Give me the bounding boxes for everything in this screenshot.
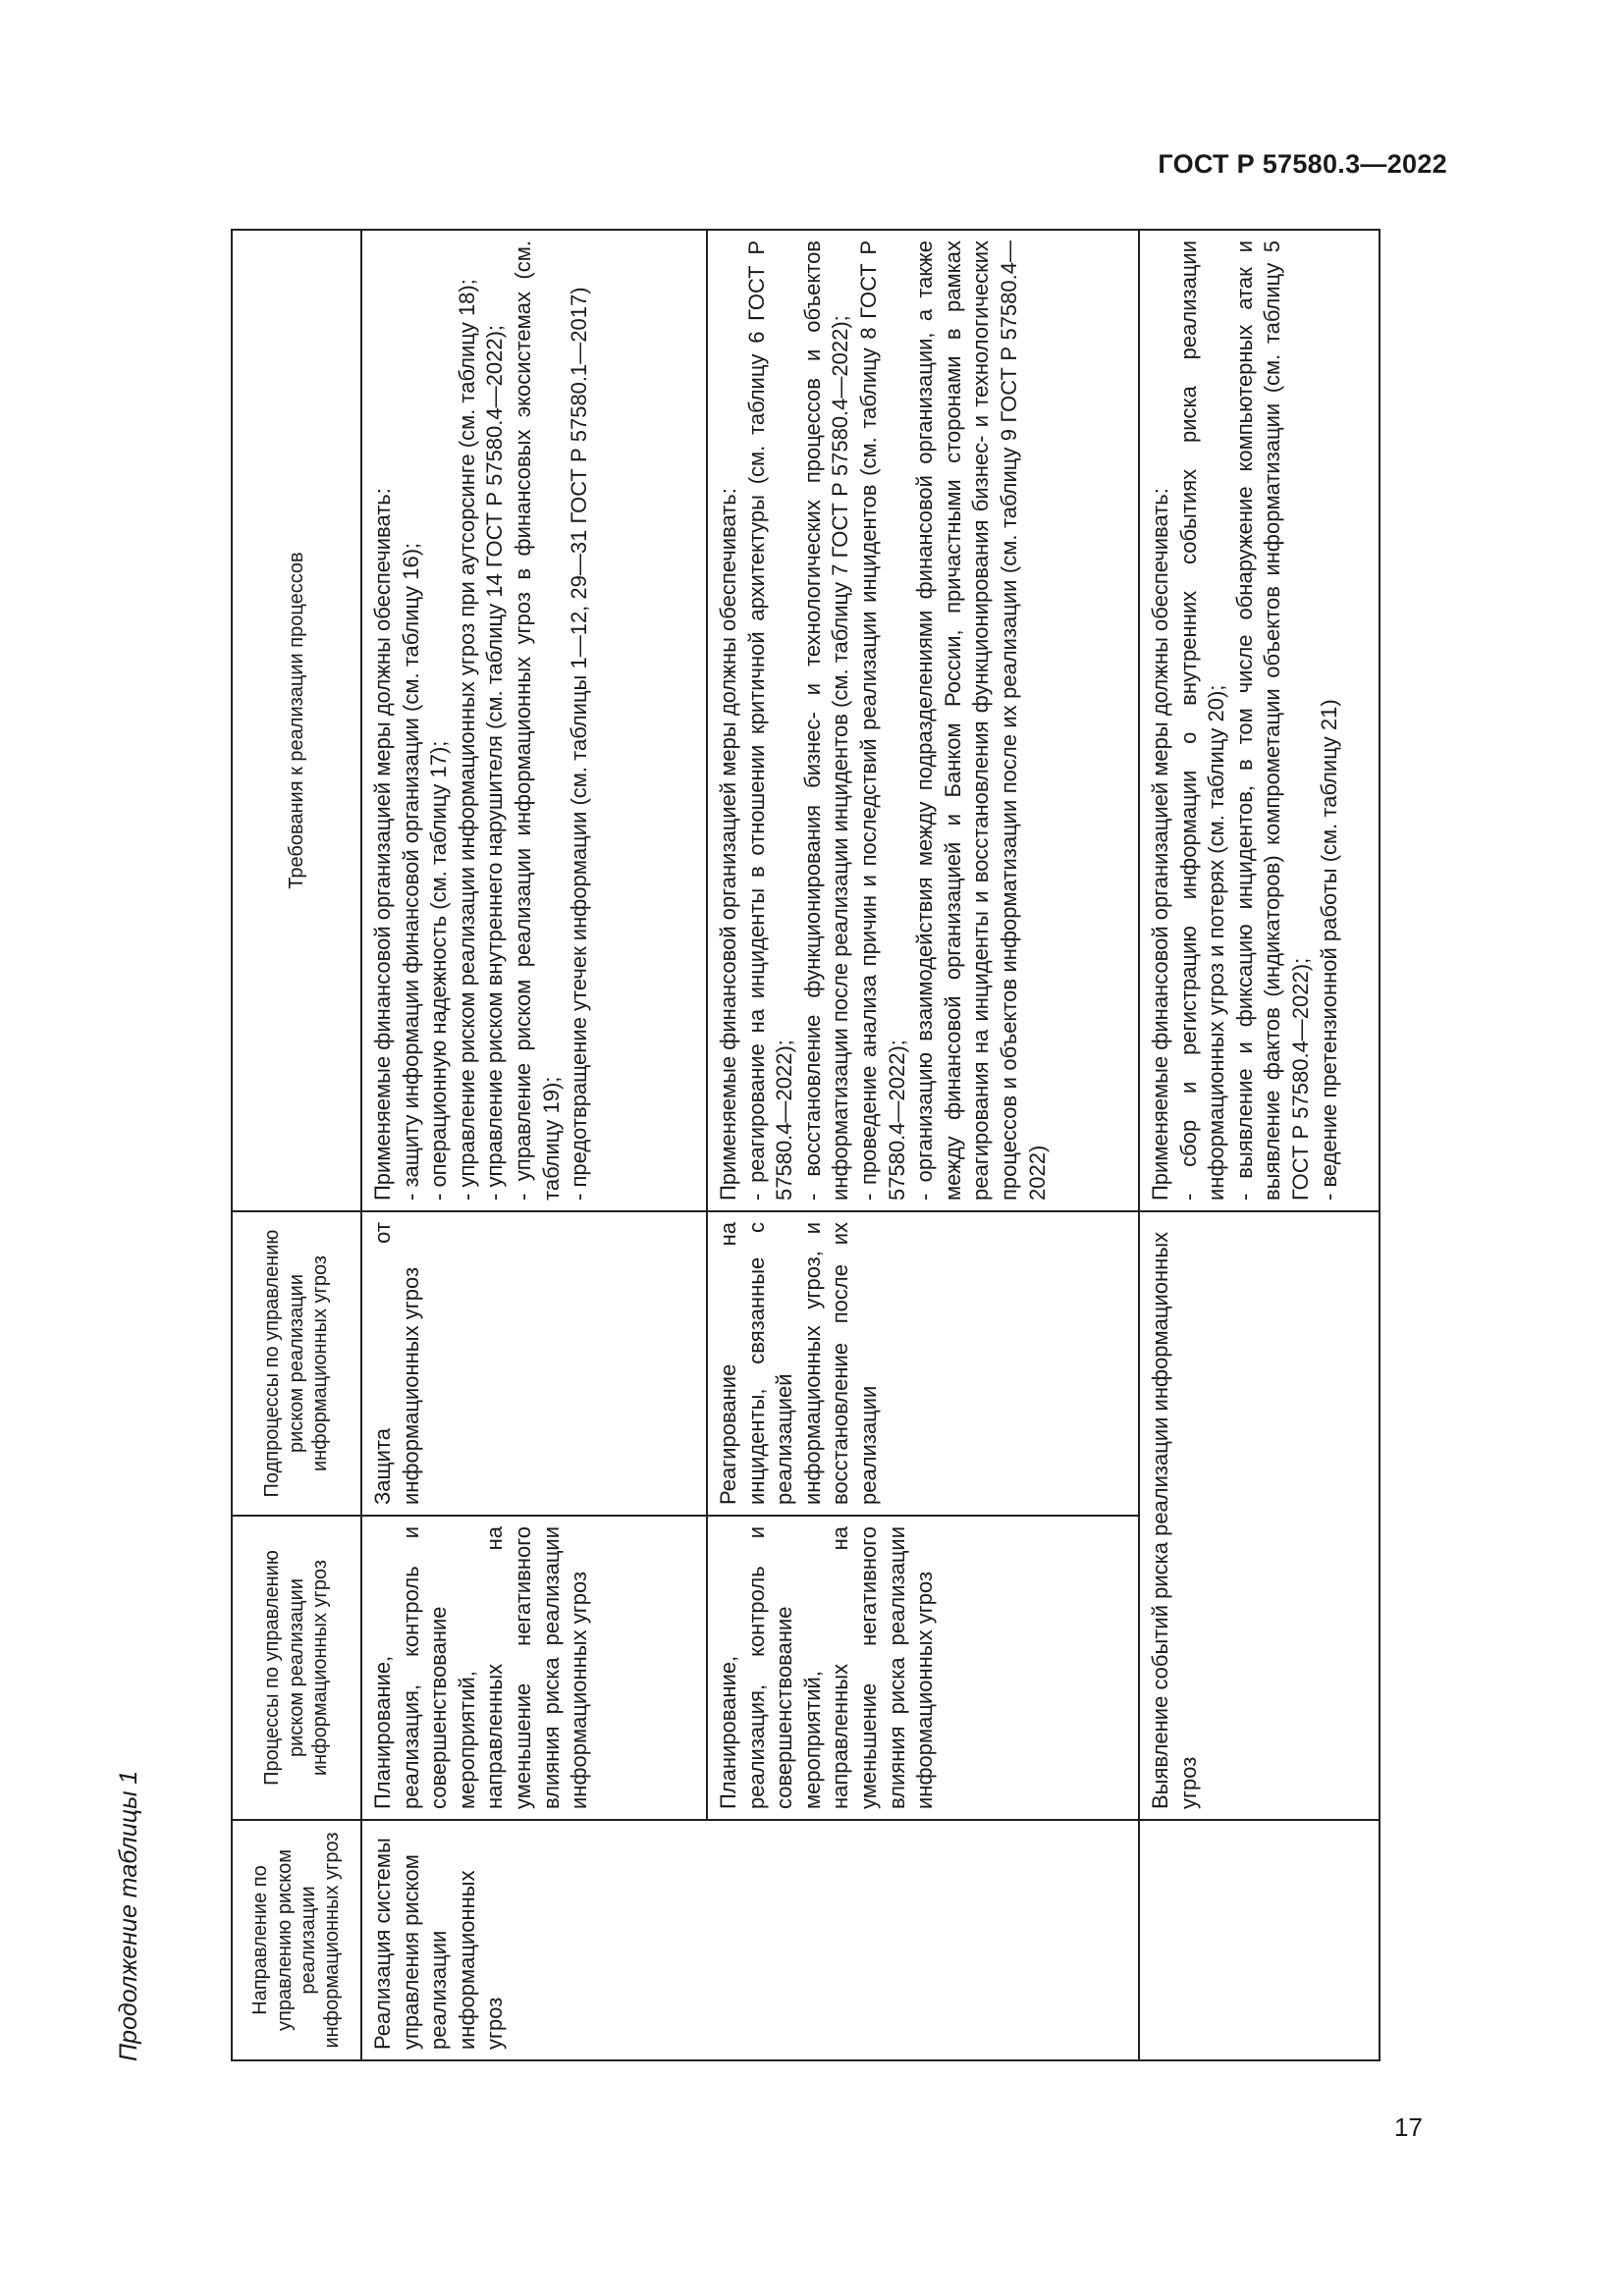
requirement-line: - операционную надежность (см. таблицу 17); [426,740,452,1201]
requirements-cell [361,230,707,1211]
column-header-subprocess: Подпроцессы по управлению риском реализации информационных угроз [232,1211,361,1516]
requirement-line: - предотвращение утечек информации (см. таблицы 1—12, 29—31 ГОСТ Р 57580.1—2017) [567,287,592,1201]
process-cell: Планирование, реализация, контроль и совершенствование мероприятий, направленных на уменьшение негативного влияния риска реализации информационных угроз [361,1516,707,1820]
requirement-line: - реагирование на инциденты в отношении критичной архитектуры (см. таблицу 6 ГОСТ Р 57580.4—2022); [743,240,797,1201]
subprocess-cell: Защита от информационных угроз [361,1211,707,1516]
requirement-line: - управление риском внутреннего нарушителя (см. таблицу 14 ГОСТ Р 57580.4—2022); [482,324,508,1201]
table-row [707,230,1139,2060]
requirement-line: - сбор и регистрацию информации о внутренних событиях риска реализации информационных угроз и потерях (см. таблицу 20); [1175,240,1229,1201]
requirement-line: Применяемые финансовой организацией меры должны обеспечивать: [716,488,740,1201]
table-row [361,230,707,2060]
requirements-table [231,229,1380,2061]
process-cell-merged: Выявление событий риска реализации информационных угроз [1139,1211,1380,1820]
requirement-line: - выявление и фиксацию инцидентов, в том числе обнаружение компьютерных атак и выявление фактов (индикаторов) компрометации объектов информатизации (см. таблицу 5 ГОСТ Р 57580.4—2022); [1231,240,1313,1201]
requirement-line: - защиту информации финансовой организации (см. таблицу 16); [398,542,423,1201]
column-header-requirements: Требования к реализации процессов [232,230,361,1211]
direction-cell: Реализация системы управления риском реализации информационных угроз [361,1820,1139,2060]
table-header-row [232,230,361,2060]
requirements-cell [1139,230,1380,1211]
process-cell: Планирование, реализация, контроль и совершенствование мероприятий, направленных на уменьшение негативного влияния риска реализации информационных угроз [707,1516,1139,1820]
requirement-line: Применяемые финансовой организацией меры должны обеспечивать: [370,488,395,1201]
requirement-line: - организацию взаимодействия между подразделениями финансовой организации, а также между финансовой организацией и Банком России, причастными сторонами в рамках реагирования на инциденты и восстановления функционирования бизнес- и технологических процессов и объектов информатизации после их реализации (см. таблицу 9 ГОСТ Р 57580.4—2022) [912,240,1050,1201]
rotated-table-page [115,231,1341,2061]
table-row [1139,230,1380,2060]
requirement-line: - проведение анализа причин и последствий реализации инцидентов (см. таблицу 8 ГОСТ Р 57580.4—2022); [855,240,909,1201]
requirement-line: - ведение претензионной работы (см. таблицу 21) [1316,699,1341,1201]
subprocess-cell: Реагирование на инциденты, связанные с реализацией информационных угроз, и восстановление после их реализации [707,1211,1139,1516]
requirements-cell [707,230,1139,1211]
requirement-line: Применяемые финансовой организацией меры должны обеспечивать: [1148,488,1172,1201]
column-header-direction: Направление по управлению риском реализации информационных угроз [232,1820,361,2060]
direction-cell-empty [1139,1820,1380,2060]
page-number: 17 [1394,2112,1423,2142]
standard-code: ГОСТ Р 57580.3—2022 [1158,149,1447,179]
requirement-line: - управление риском реализации информационных угроз в финансовых экосистемах (см. таблицу 19); [510,240,564,1201]
table-continuation-label: Продолжение таблицы 1 [115,1770,142,2061]
column-header-process: Процессы по управлению риском реализации информационных угроз [232,1516,361,1820]
requirement-line: - управление риском реализации информационных угроз при аутсорсинге (см. таблицу 18); [454,279,479,1201]
requirement-line: - восстановление функционирования бизнес- и технологических процессов и объектов информатизации после реализации инцидентов (см. таблицу 7 ГОСТ Р 57580.4—2022); [799,240,853,1201]
